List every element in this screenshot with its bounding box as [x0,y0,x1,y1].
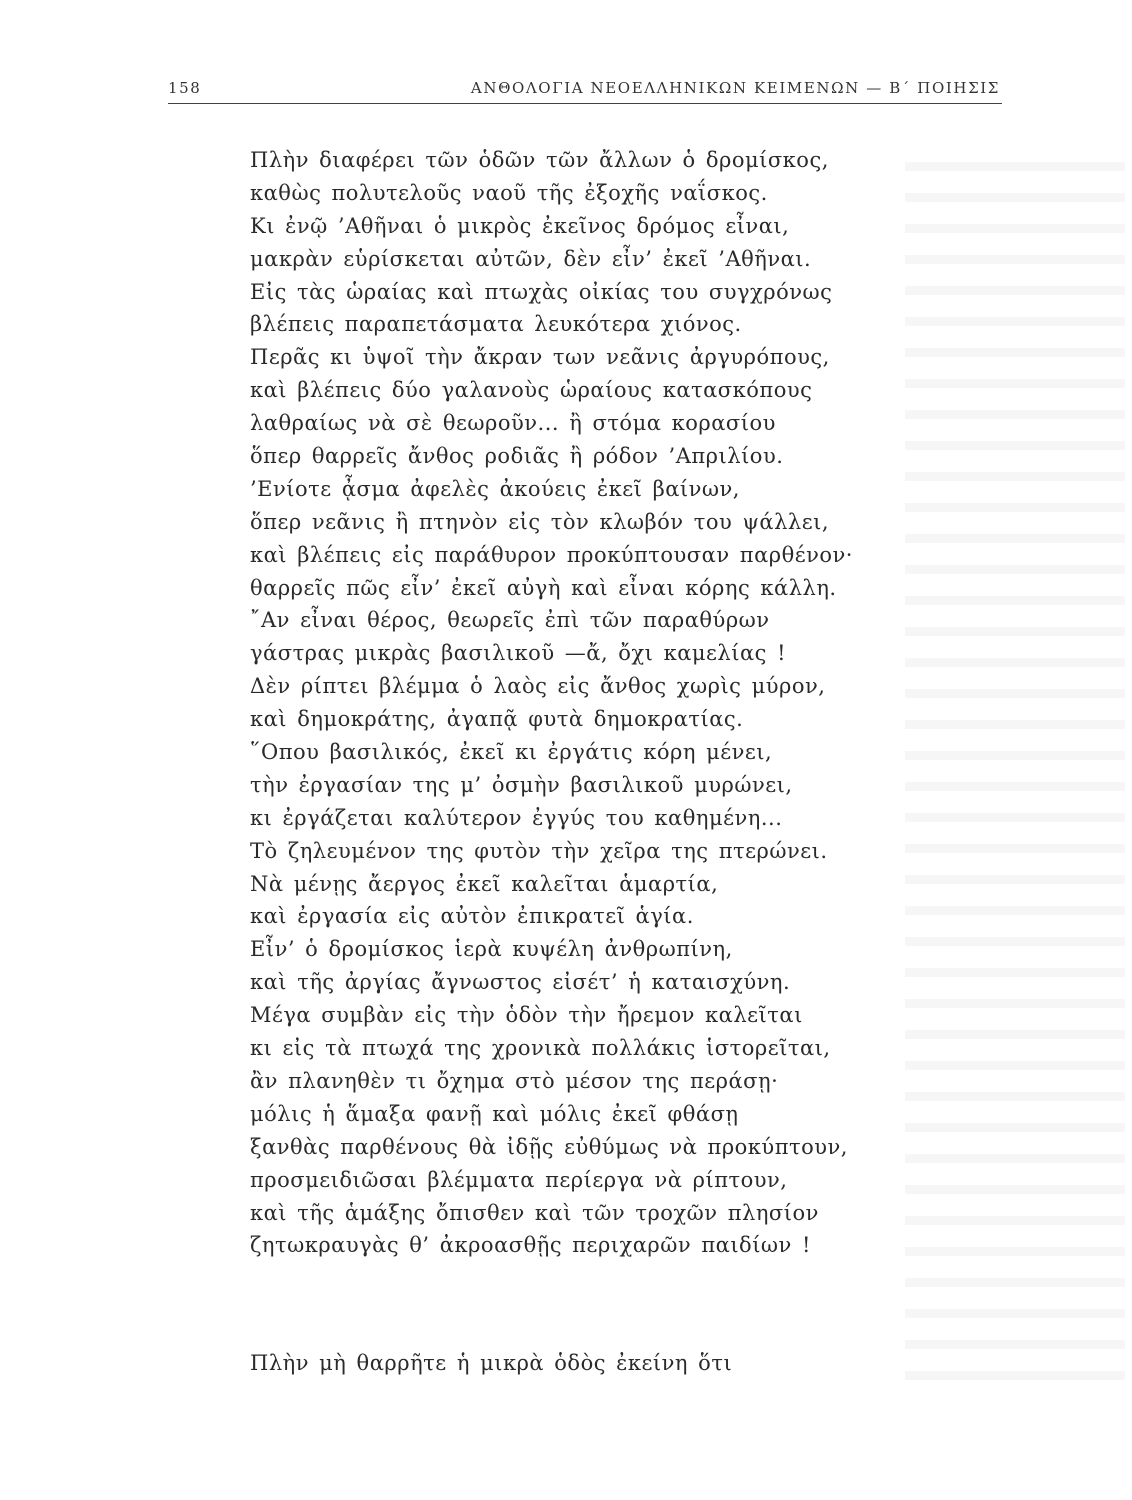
poem-line: Τὸ ζηλευμένον της φυτὸν τὴν χεῖρα της πτερώνει. [250,838,828,863]
poem-line: ὅπερ νεᾶνις ἢ πτηνὸν εἰς τὸν κλωβόν του ψάλλει, [250,509,830,534]
poem-line: ὅπερ θαρρεῖς ἄνθος ροδιᾶς ἢ ρόδον ’Απριλίου. [250,444,784,469]
poem-line: κι ἐργάζεται καλύτερον ἐγγύς του καθημένη... [250,805,783,830]
running-head [168,79,1000,105]
poem-line: κι εἰς τὰ πτωχά της χρονικὰ πολλάκις ἱστορεῖται, [250,1036,831,1061]
poem-stanza [250,144,890,1262]
poem-line: Νὰ μένῃς ἄεργος ἐκεῖ καλεῖται ἁμαρτία, [250,871,719,896]
poem-line: ῞Οπου βασιλικός, ἐκεῖ κι ἐργάτις κόρη μένει, [250,740,773,765]
poem-line: μόλις ἡ ἅμαξα φανῇ καὶ μόλις ἐκεῖ φθάσῃ [250,1101,739,1126]
poem-line: Πλὴν διαφέρει τῶν ὁδῶν τῶν ἄλλων ὁ δρομίσκος, [250,148,829,172]
poem-line: καὶ δημοκράτης, ἀγαπᾷ φυτὰ δημοκρατίας. [250,707,744,732]
poem-line: Μέγα συμβὰν εἰς τὴν ὁδὸν τὴν ἤρεμον καλεῖται [250,1003,803,1028]
poem-line: καθὼς πολυτελοῦς ναοῦ τῆς ἐξοχῆς ναΐσκος. [250,180,768,205]
poem-line: ζητωκραυγὰς θ’ ἀκροασθῇς περιχαρῶν παιδίων ! [250,1233,811,1258]
poem-line: καὶ βλέπεις εἰς παράθυρον προκύπτουσαν παρθένον· [250,542,853,567]
poem-line: Κι ἐνῷ ’Αθῆναι ὁ μικρὸς ἐκεῖνος δρόμος εἶναι, [250,213,790,238]
poem-line: ξανθὰς παρθένους θὰ ἰδῇς εὐθύμως νὰ προκύπτουν, [250,1134,848,1159]
poem-line: Περᾶς κι ὑψοῖ τὴν ἄκραν των νεᾶνις ἀργυρόπους, [250,345,830,370]
poem-line: τὴν ἐργασίαν της μ’ ὀσμὴν βασιλικοῦ μυρώνει, [250,772,793,797]
poem-line: καὶ τῆς ἁμάξης ὄπισθεν καὶ τῶν τροχῶν πλησίον [250,1200,819,1225]
poem-line: Εἶν’ ὁ δρομίσκος ἱερὰ κυψέλη ἀνθρωπίνη, [250,937,733,962]
poem-line: Εἰς τὰς ὡραίας καὶ πτωχὰς οἰκίας του συγχρόνως [250,279,833,304]
poem-line: θαρρεῖς πῶς εἶν’ ἐκεῖ αὐγὴ καὶ εἶναι κόρης κάλλη. [250,575,837,600]
poem-line: ἂν πλανηθὲν τι ὄχημα στὸ μέσον της περάσῃ· [250,1068,779,1093]
poem-line: καὶ ἐργασία εἰς αὐτὸν ἐπικρατεῖ ἁγία. [250,904,694,929]
running-head-title: ΑΝΘΟΛΟΓΙΑ ΝΕΟΕΛΛΗΝΙΚΩΝ ΚΕΙΜΕΝΩΝ — Β΄ ΠΟΙΗΣΙΣ [470,79,1000,97]
poem-line: προσμειδιῶσαι βλέμματα περίεργα νὰ ρίπτουν, [250,1167,788,1192]
page-number: 158 [168,79,202,97]
poem-line: ’Ενίοτε ᾆσμα ἀφελὲς ἀκούεις ἐκεῖ βαίνων, [250,476,740,501]
poem-line: γάστρας μικρὰς βασιλικοῦ —ἄ, ὄχι καμελίας ! [250,641,787,666]
bleed-through-shadow [905,140,1125,1400]
header-rule [168,103,1002,104]
poem-line: μακρὰν εὑρίσκεται αὐτῶν, δὲν εἶν’ ἐκεῖ ’Αθῆναι. [250,246,812,271]
poem-line: Δὲν ρίπτει βλέμμα ὁ λαὸς εἰς ἄνθος χωρὶς μύρον, [250,674,826,699]
poem-line: καὶ τῆς ἀργίας ἄγνωστος εἰσέτ’ ἡ καταισχύνη. [250,970,791,995]
poem-line: ῎Αν εἶναι θέρος, θεωρεῖς ἐπὶ τῶν παραθύρων [250,608,770,633]
poem-line: καὶ βλέπεις δύο γαλανοὺς ὡραίους κατασκόπους [250,378,813,403]
prose-line: Πλὴν μὴ θαρρῆτε ἡ μικρὰ ὁδὸς ἐκείνη ὅτι [250,1351,733,1375]
poem-line: λαθραίως νὰ σὲ θεωροῦν... ἢ στόμα κορασίου [250,411,776,436]
poem-line: βλέπεις παραπετάσματα λευκότερα χιόνος. [250,312,742,337]
